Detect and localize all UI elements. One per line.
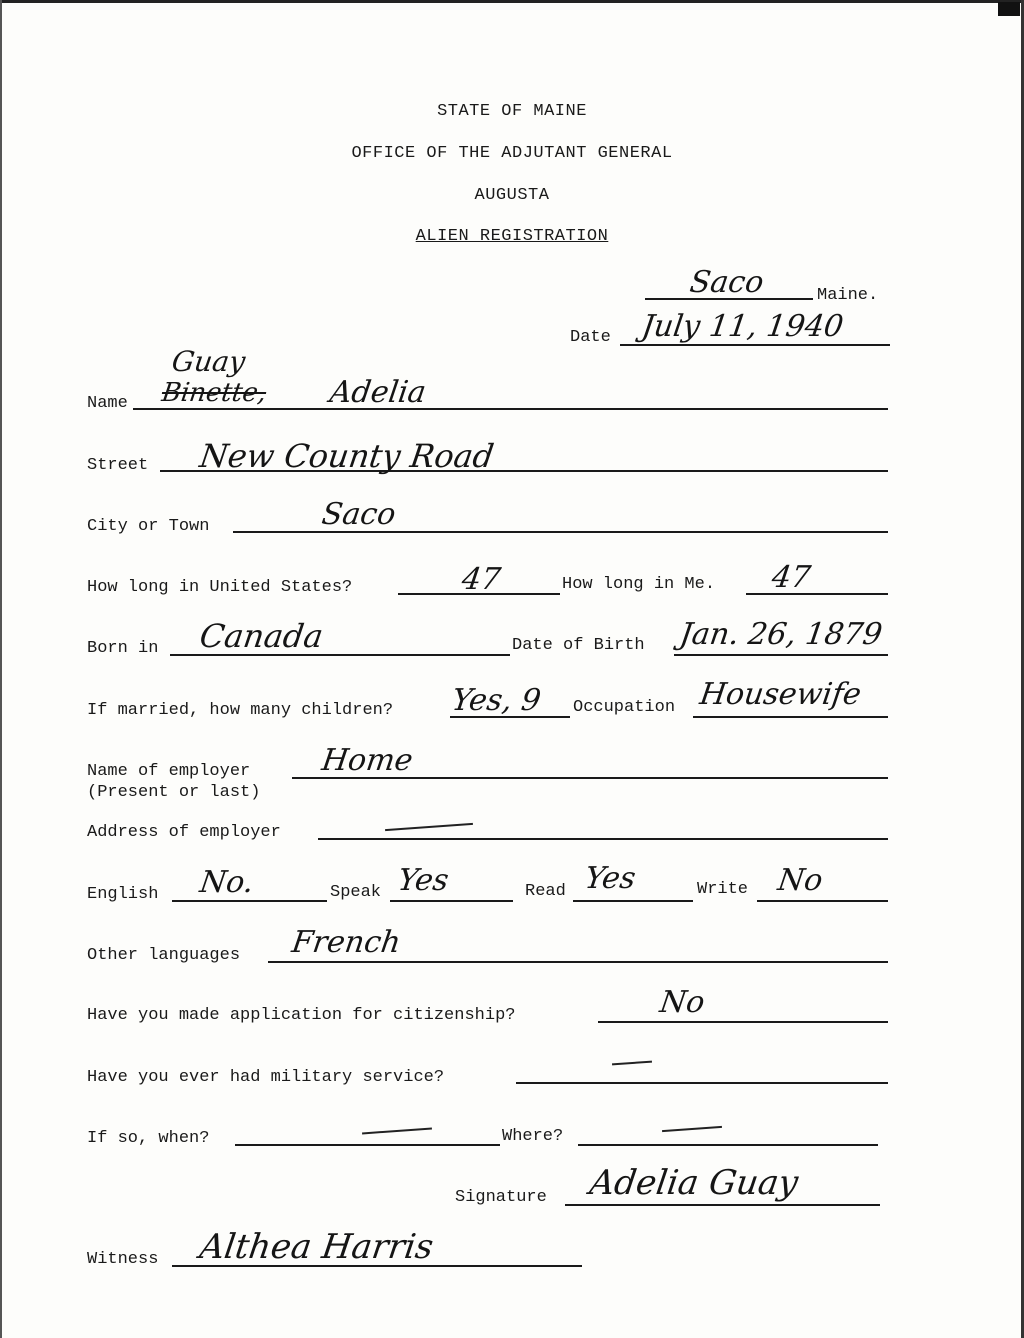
signature-label: Signature bbox=[455, 1188, 547, 1207]
name-value: Adelia bbox=[327, 375, 429, 410]
signature-value: Adelia Guay bbox=[587, 1163, 801, 1203]
when-label: If so, when? bbox=[87, 1129, 210, 1148]
years-me-value: 47 bbox=[769, 560, 813, 595]
street-value: New County Road bbox=[197, 437, 497, 475]
employer-sublabel: (Present or last) bbox=[87, 783, 261, 802]
header-state: STATE OF MAINE bbox=[437, 102, 587, 121]
citizenship-value: No bbox=[657, 985, 707, 1020]
witness-value: Althea Harris bbox=[197, 1227, 436, 1267]
name-line bbox=[133, 408, 888, 410]
speak-line bbox=[390, 900, 513, 902]
where-label: Where? bbox=[502, 1127, 564, 1146]
other-languages-label: Other languages bbox=[87, 946, 241, 965]
occupation-label: Occupation bbox=[573, 698, 676, 717]
employer-address-label: Address of employer bbox=[87, 823, 281, 842]
read-label: Read bbox=[525, 882, 566, 901]
date-label: Date bbox=[570, 328, 611, 347]
years-me-line bbox=[746, 593, 888, 595]
signature-line bbox=[565, 1204, 880, 1206]
employer-address-line bbox=[318, 838, 888, 840]
place-label: Maine. bbox=[817, 286, 879, 305]
occupation-value: Housewife bbox=[697, 677, 864, 712]
read-value: Yes bbox=[582, 861, 638, 896]
occupation-line bbox=[693, 716, 888, 718]
years-us-value: 47 bbox=[459, 562, 503, 597]
write-label: Write bbox=[697, 880, 749, 899]
other-languages-line bbox=[268, 961, 888, 963]
years-me-label: How long in Me. bbox=[562, 575, 716, 594]
other-languages-value: French bbox=[289, 925, 403, 960]
header-office: OFFICE OF THE ADJUTANT GENERAL bbox=[351, 144, 673, 163]
city-label: City or Town bbox=[87, 517, 210, 536]
city-value: Saco bbox=[319, 497, 398, 532]
citizenship-line bbox=[598, 1021, 888, 1023]
english-value: No. bbox=[197, 865, 256, 900]
read-line bbox=[573, 900, 693, 902]
employer-address-dash bbox=[385, 823, 473, 831]
witness-label: Witness bbox=[87, 1250, 159, 1269]
born-in-label: Born in bbox=[87, 639, 159, 658]
place-value: Saco bbox=[687, 265, 766, 300]
birth-date-label: Date of Birth bbox=[512, 636, 645, 655]
date-line bbox=[620, 344, 890, 346]
write-line bbox=[757, 900, 888, 902]
form-title: ALIEN REGISTRATION bbox=[415, 227, 609, 246]
military-line bbox=[516, 1082, 888, 1084]
military-label: Have you ever had military service? bbox=[87, 1068, 445, 1087]
birth-date-line bbox=[674, 654, 888, 656]
years-us-label: How long in United States? bbox=[87, 578, 353, 597]
born-in-value: Canada bbox=[197, 617, 326, 655]
military-dash bbox=[612, 1061, 652, 1066]
where-line bbox=[578, 1144, 878, 1146]
name-crossed-out: Binette, bbox=[159, 378, 269, 408]
employer-label: Name of employer bbox=[87, 762, 251, 781]
citizenship-label: Have you made application for citizenship? bbox=[87, 1006, 516, 1025]
when-dash bbox=[362, 1128, 432, 1135]
children-label: If married, how many children? bbox=[87, 701, 394, 720]
english-label: English bbox=[87, 885, 159, 904]
write-value: No bbox=[775, 863, 825, 898]
employer-value: Home bbox=[319, 743, 415, 778]
scan-corner-mark bbox=[998, 2, 1020, 16]
name-label: Name bbox=[87, 394, 128, 413]
scan-edge-top bbox=[0, 0, 1024, 3]
english-line bbox=[172, 900, 327, 902]
children-value: Yes, 9 bbox=[449, 683, 544, 718]
speak-value: Yes bbox=[395, 863, 451, 898]
speak-label: Speak bbox=[330, 883, 382, 902]
where-dash bbox=[662, 1126, 722, 1132]
date-value: July 11, 1940 bbox=[639, 309, 846, 344]
street-label: Street bbox=[87, 456, 149, 475]
header-city: AUGUSTA bbox=[474, 186, 550, 205]
name-correction: Guay bbox=[169, 345, 248, 378]
birth-date-value: Jan. 26, 1879 bbox=[677, 617, 885, 652]
when-line bbox=[235, 1144, 500, 1146]
